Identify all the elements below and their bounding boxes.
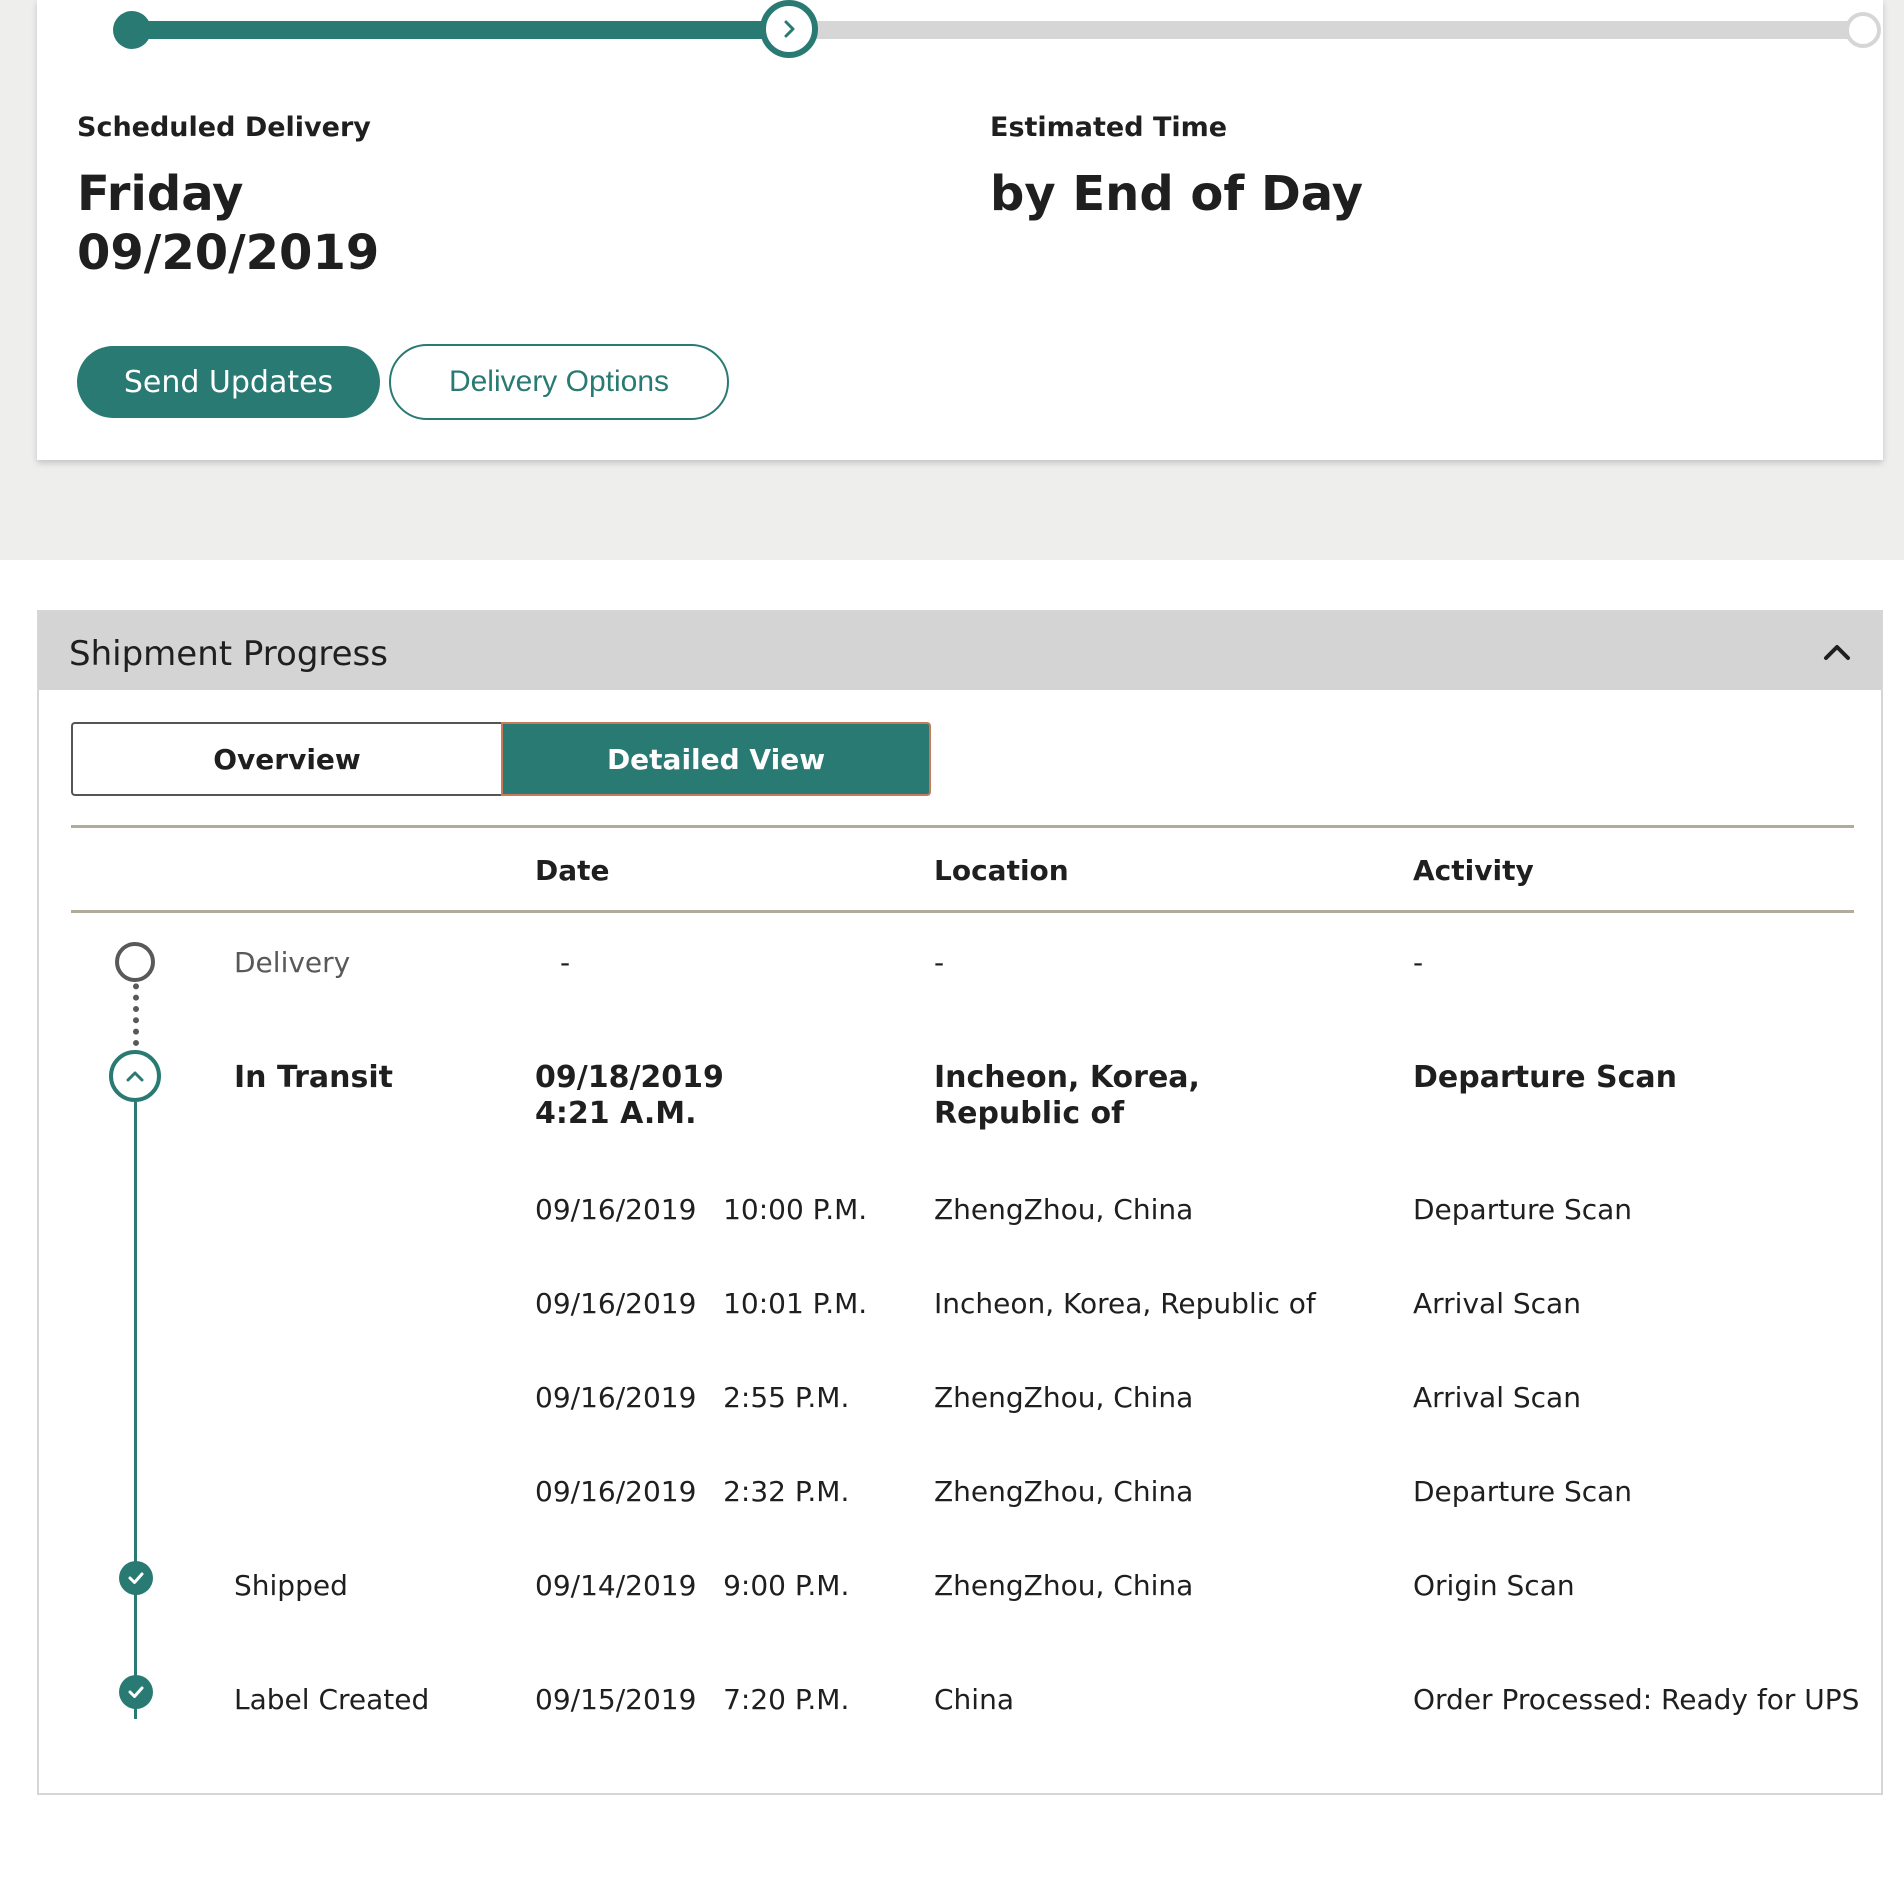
row-activity: - xyxy=(1413,946,1424,979)
row-date: - xyxy=(560,946,571,979)
row-status-shipped: Shipped xyxy=(234,1569,348,1602)
progress-current-marker xyxy=(760,0,818,58)
row-date: 09/16/2019 2:32 P.M. xyxy=(535,1475,850,1508)
row-date: 09/14/2019 9:00 P.M. xyxy=(535,1569,850,1602)
chevron-up-icon xyxy=(124,1065,146,1087)
row-time: 4:21 A.M. xyxy=(535,1096,697,1131)
table-header-divider xyxy=(71,910,1854,913)
row-activity: Departure Scan xyxy=(1413,1193,1633,1226)
row-activity: Origin Scan xyxy=(1413,1569,1575,1602)
row-date: 09/16/2019 10:01 P.M. xyxy=(535,1287,868,1320)
row-date: 09/16/2019 10:00 P.M. xyxy=(535,1193,868,1226)
column-header-activity: Activity xyxy=(1413,854,1534,887)
timeline-pending-connector xyxy=(133,972,139,1046)
table-top-divider xyxy=(71,825,1854,828)
progress-end-dot xyxy=(1845,12,1881,48)
row-date: 09/18/2019 xyxy=(535,1060,724,1095)
check-icon xyxy=(126,1682,146,1702)
row-activity: Order Processed: Ready for UPS xyxy=(1413,1683,1860,1716)
row-location: Incheon, Korea, Republic of xyxy=(934,1287,1316,1320)
row-location: ZhengZhou, China xyxy=(934,1381,1194,1414)
timeline-node-pending xyxy=(115,942,155,982)
estimated-time-value: by End of Day xyxy=(990,166,1364,222)
delivery-progress-track xyxy=(131,21,1863,39)
check-icon xyxy=(126,1568,146,1588)
tab-detailed-view[interactable]: Detailed View xyxy=(501,722,931,796)
chevron-right-icon xyxy=(778,18,800,40)
row-location: ZhengZhou, China xyxy=(934,1569,1194,1602)
row-status-in-transit: In Transit xyxy=(234,1060,394,1095)
row-status-label-created: Label Created xyxy=(234,1683,430,1716)
row-status-delivery: Delivery xyxy=(234,946,351,979)
timeline-node-label-created xyxy=(119,1675,153,1709)
delivery-summary-card xyxy=(37,0,1883,460)
delivery-progress-fill xyxy=(131,21,789,39)
timeline-node-shipped xyxy=(119,1561,153,1595)
row-activity: Arrival Scan xyxy=(1413,1381,1581,1414)
row-location: ZhengZhou, China xyxy=(934,1475,1194,1508)
shipment-progress-header[interactable] xyxy=(39,612,1881,690)
scheduled-delivery-day: Friday xyxy=(77,166,244,222)
tab-overview[interactable]: Overview xyxy=(71,722,501,796)
timeline-connector xyxy=(134,1102,137,1719)
row-date: 09/16/2019 2:55 P.M. xyxy=(535,1381,850,1414)
scheduled-delivery-date: 09/20/2019 xyxy=(77,225,380,281)
row-activity: Departure Scan xyxy=(1413,1475,1633,1508)
timeline-node-current[interactable] xyxy=(109,1050,161,1102)
row-activity: Departure Scan xyxy=(1413,1060,1678,1095)
row-date: 09/15/2019 7:20 P.M. xyxy=(535,1683,850,1716)
row-location: Incheon, Korea, Republic of xyxy=(934,1060,1200,1131)
row-activity: Arrival Scan xyxy=(1413,1287,1581,1320)
send-updates-button[interactable]: Send Updates xyxy=(77,346,380,418)
scheduled-delivery-label: Scheduled Delivery xyxy=(77,112,371,143)
shipment-progress-panel xyxy=(37,610,1883,1795)
column-header-date: Date xyxy=(535,854,610,887)
row-location: - xyxy=(934,946,945,979)
chevron-up-icon[interactable] xyxy=(1819,634,1855,670)
column-header-location: Location xyxy=(934,854,1069,887)
estimated-time-label: Estimated Time xyxy=(990,112,1228,143)
progress-start-dot xyxy=(113,11,151,49)
delivery-options-button[interactable]: Delivery Options xyxy=(389,344,729,420)
row-location: China xyxy=(934,1683,1014,1716)
shipment-progress-title: Shipment Progress xyxy=(69,634,388,674)
row-location: ZhengZhou, China xyxy=(934,1193,1194,1226)
